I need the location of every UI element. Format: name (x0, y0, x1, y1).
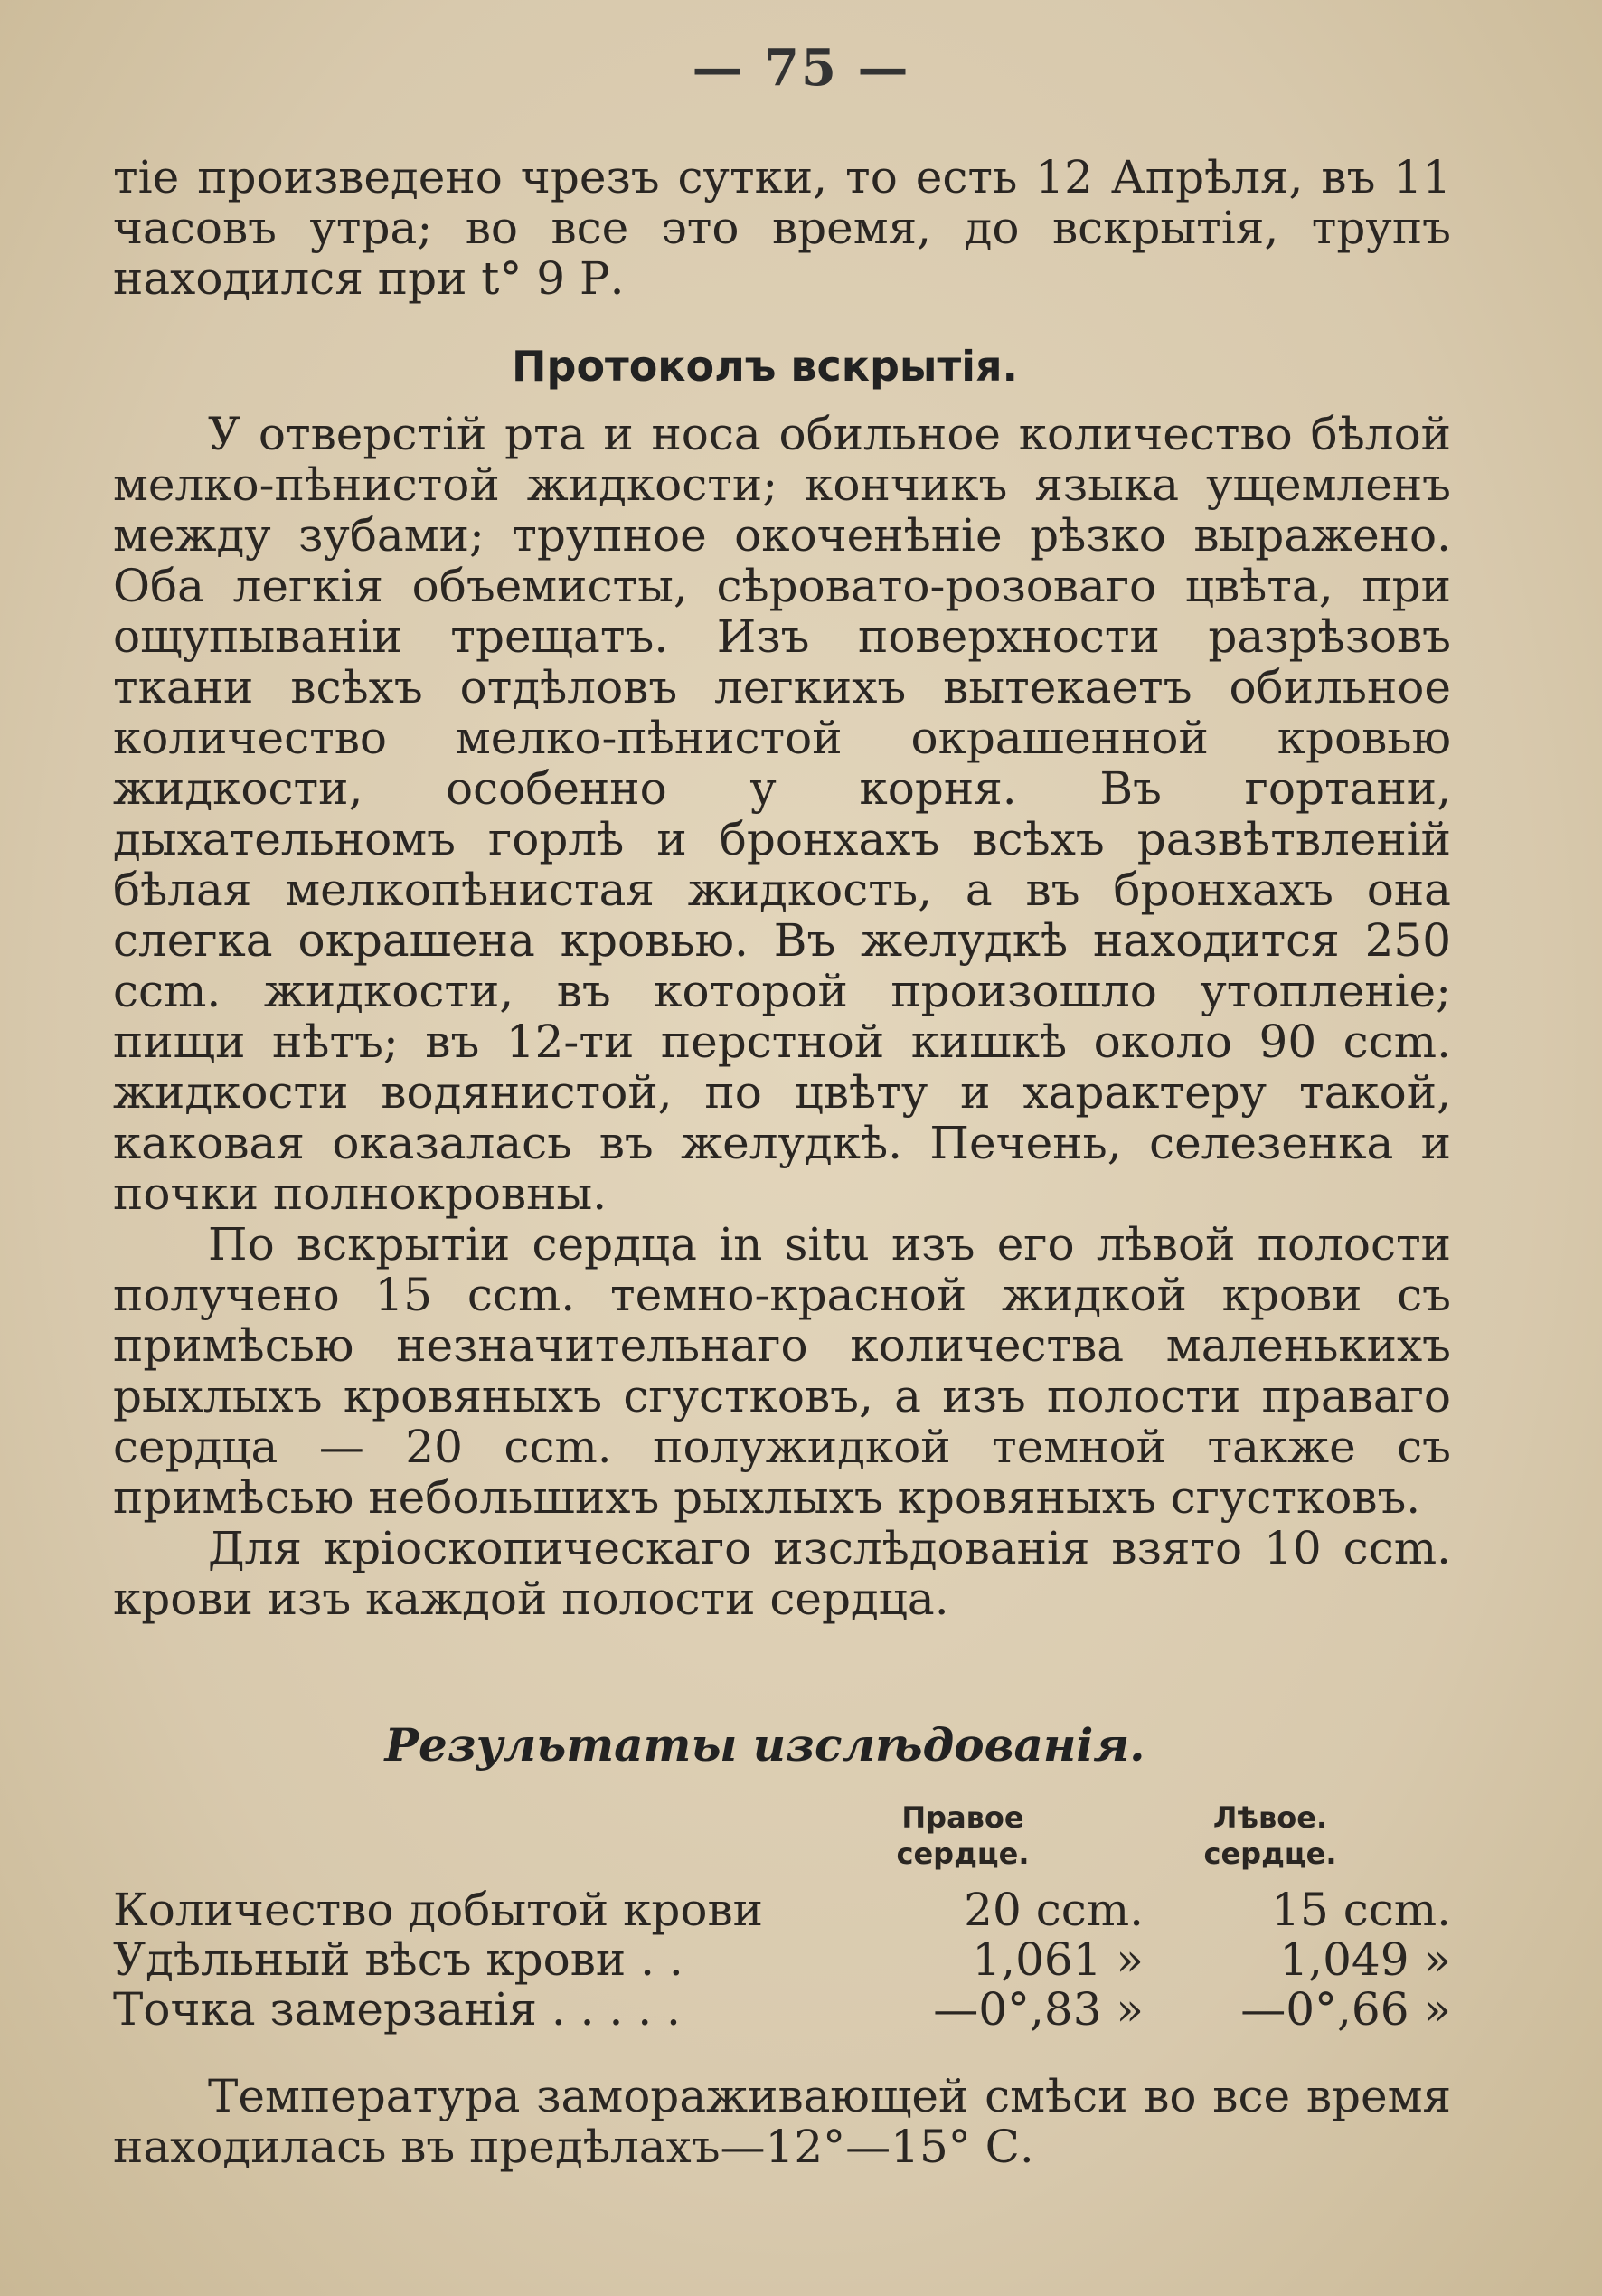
intro-paragraph (113, 152, 1451, 304)
protocol-paragraph-3: Для кріоскопическаго изслѣдованія взято 10 ccm. крови изъ каждой полости сердца. (113, 1522, 1451, 1625)
results-table (113, 1800, 1451, 2035)
column-header-left-heart: Лѣвое. сердце. (1203, 1800, 1337, 1871)
protocol-paragraph-1: У отверстій рта и носа обильное количество бѣлой мелко-пѣнистой жидкости; кончикъ языка ущемленъ между зубами; трупное окоченѣніе рѣзко выражено. Оба легкія объемисты, сѣровато-розоваго цвѣта, при ощупываніи трещатъ. Изъ поверхности разрѣзовъ ткани всѣхъ отдѣловъ легкихъ вытекаетъ обильное количество мелко-пѣнистой окрашенной кровью жидкости, особенно у корня. Въ гортани, дыхательномъ горлѣ и бронхахъ всѣхъ развѣтвленій бѣлая мелкопѣнистая жидкость, а въ бронхахъ она слегка окрашена кровью. Въ желудкѣ находится 250 ccm. жидкости, въ которой произошло утопленіе; пищи нѣтъ; въ 12-ти перстной кишкѣ около 90 ccm. жидкости водянистой, по цвѣту и характеру такой, каковая оказалась въ желудкѣ. Печень, селезенка и почки полнокровны. (113, 408, 1451, 1220)
row-label: Количество добытой крови (113, 1884, 763, 1936)
row-value-left: 1,049 » (1279, 1933, 1451, 1986)
table-row (113, 1935, 1451, 1985)
protocol-paragraph-2: По вскрытіи сердца in situ изъ его лѣвой полости получено 15 ccm. темно-красной жидкой крови съ примѣсью незначительнаго количества маленькихъ рыхлыхъ кровяныхъ сгустковъ, а изъ полости праваго сердца — 20 ccm. полужидкой темной также съ примѣсью небольшихъ рыхлыхъ кровяныхъ сгустковъ. (113, 1218, 1451, 1524)
closing-paragraph (113, 2071, 1451, 2172)
row-value-right: —0°,83 » (933, 1983, 1144, 2036)
results-heading: Результаты изслѣдованія. (384, 1718, 1145, 1772)
intro-text: тіе произведено чрезъ сутки, то есть 12 Апрѣля, въ 11 часовъ утра; во все это время, до вскрытія, трупъ находился при t° 9 Р. (113, 151, 1451, 305)
row-value-left: 15 ccm. (1271, 1884, 1451, 1936)
protocol-heading: Протоколъ вскрытія. (512, 342, 1018, 391)
table-row (113, 1885, 1451, 1935)
closing-text: Температура замораживающей смѣси во все время находилась въ предѣлахъ—12°—15° С. (113, 2070, 1451, 2173)
row-label: Удѣльный вѣсъ крови . . (113, 1933, 683, 1986)
table-row (113, 1985, 1451, 2035)
column-header-right-heart: Правое сердце. (896, 1800, 1030, 1871)
row-value-left: —0°,66 » (1240, 1983, 1451, 2036)
row-value-right: 20 ccm. (964, 1884, 1144, 1936)
row-label: Точка замерзанія . . . . . (113, 1983, 681, 2036)
protocol-body (113, 409, 1451, 1624)
results-column-headers (113, 1800, 1451, 1885)
row-value-right: 1,061 » (972, 1933, 1144, 1986)
page-number: — 75 — (692, 38, 910, 98)
